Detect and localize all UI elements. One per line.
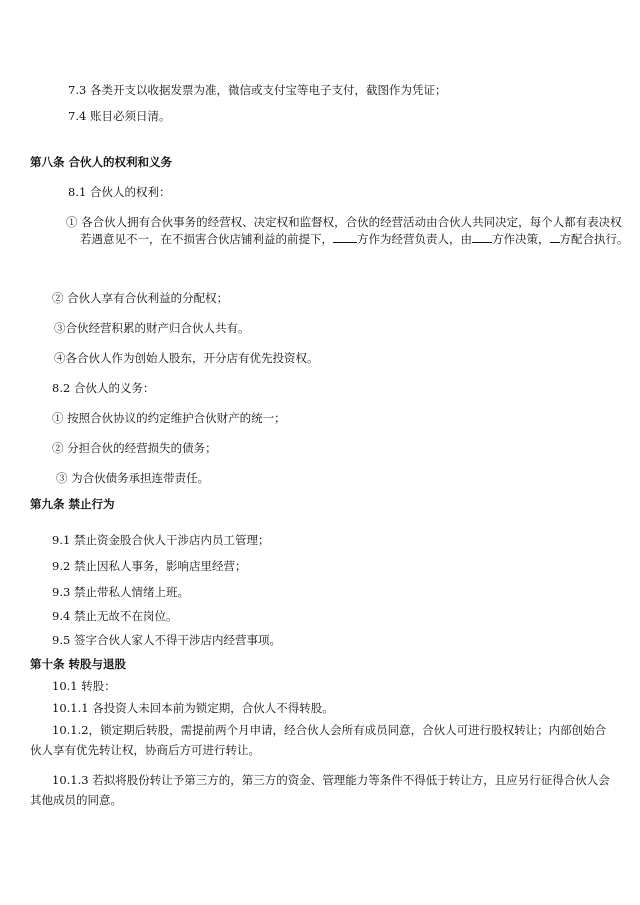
duty-3: ③ 为合伙债务承担连带责任。 bbox=[56, 471, 210, 485]
right-1-line-2 bbox=[80, 231, 629, 247]
clause-10-1-1: 10.1.1 各投资人未回本前为锁定期，合伙人不得转股。 bbox=[52, 701, 334, 715]
blank-line bbox=[333, 231, 357, 243]
clause-7-3: 7.3 各类开支以收据发票为准，微信或支付宝等电子支付，截图作为凭证； bbox=[68, 83, 447, 97]
right-1-text-d: 方配合执行。 bbox=[559, 232, 629, 246]
clause-8-1: 8.1 合伙人的权利： bbox=[68, 185, 171, 199]
right-1-text-a: 若遇意见不一，在不损害合伙店铺利益的前提下， bbox=[80, 232, 333, 246]
clause-9-5: 9.5 签字合伙人家人不得干涉店内经营事项。 bbox=[52, 633, 281, 647]
clause-8-2: 8.2 合伙人的义务： bbox=[52, 381, 155, 395]
clause-7-4: 7.4 账目必须日清。 bbox=[68, 109, 171, 123]
clause-10-1: 10.1 转股： bbox=[52, 679, 116, 693]
article-8-heading: 第八条 合伙人的权利和义务 bbox=[30, 155, 173, 169]
right-1-line-1: ① 各合伙人拥有合伙事务的经营权、决定权和监督权，合伙的经营活动由合伙人共同决定，每个人都有表决权 bbox=[66, 215, 622, 229]
right-4: ④各合伙人作为创始人股东，开分店有优先投资权。 bbox=[54, 351, 319, 365]
clause-10-1-2: 10.1.2，锁定期后转股，需提前两个月申请，经合伙人会所有成员同意，合伙人可进行股权转让；内部创始合伙人享有优先转让权，协商后方可进行转让。 bbox=[30, 723, 607, 757]
right-3: ③合伙经营积累的财产归合伙人共有。 bbox=[54, 321, 250, 335]
right-2: ② 合伙人享有合伙利益的分配权； bbox=[52, 291, 229, 305]
blank-line bbox=[472, 231, 492, 243]
clause-10-1-3: 10.1.3 若拟将股份转让予第三方的，第三方的资金、管理能力等条件不得低于转让方，且应另行征得合伙人会其他成员的同意。 bbox=[30, 773, 610, 807]
duty-2: ② 分担合伙的经营损失的债务； bbox=[52, 441, 217, 455]
article-9-heading: 第九条 禁止行为 bbox=[30, 497, 115, 511]
clause-9-4: 9.4 禁止无故不在岗位。 bbox=[52, 609, 178, 623]
duty-1: ① 按照合伙协议的约定维护合伙财产的统一； bbox=[52, 411, 286, 425]
right-1-text-b: 方作为经营负责人，由 bbox=[357, 232, 472, 246]
article-10-heading: 第十条 转股与退股 bbox=[30, 657, 127, 671]
clause-9-1: 9.1 禁止资金股合伙人干涉店内员工管理； bbox=[52, 533, 270, 547]
right-1-text-c: 方作决策， bbox=[492, 232, 550, 246]
blank-line bbox=[550, 231, 560, 243]
clause-9-3: 9.3 禁止带私人情绪上班。 bbox=[52, 585, 189, 599]
clause-9-2: 9.2 禁止因私人事务，影响店里经营； bbox=[52, 559, 247, 573]
